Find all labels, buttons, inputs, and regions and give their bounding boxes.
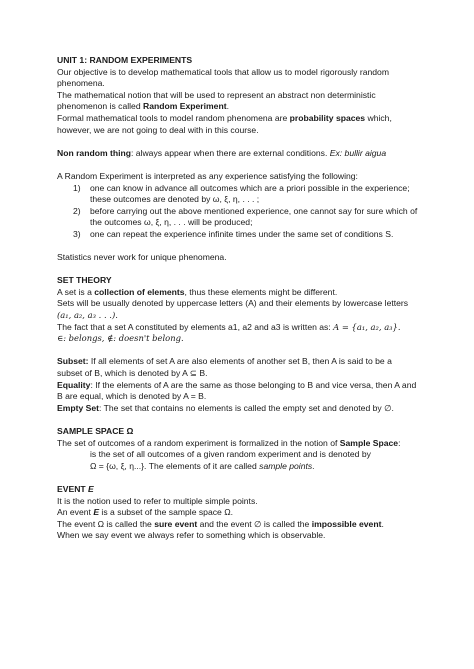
unit-paragraph-objective: Our objective is to develop mathematical tools that allow us to model rigorously random phenomena. [57,66,389,89]
set-notation: Sets will be usually denoted by uppercase letters (A) and their elements by lowercase letters [57,298,409,309]
sure-text: The event Ω is called the [57,518,155,529]
written-as-text: The fact that a set A constituted by elements a1, a2 and a3 is written as: [57,321,334,332]
sure-mid-text: and the event ∅ is called the [197,518,312,529]
list-text: before carrying out the above mentioned experience, one cannot say for sure which of the outcomes ω, ξ, η, . . . will be produced; [90,205,418,228]
nonrandom-paragraph [57,148,419,160]
random-experiment-intro: A Random Experiment is interpreted as any experience satisfying the following: [57,170,358,181]
statistics-note: Statistics never work for unique phenomena. [57,252,227,263]
unit-paragraph-formal [57,113,419,136]
set-definition [57,287,419,299]
sample-space-definition: is the set of all outcomes of a given random experiment and is denoted by [90,449,371,460]
impossible-event-term: impossible event [311,518,382,529]
nonrandom-text: : always appear when there are external conditions. [131,147,330,158]
belongs-notation: ∈: belongs, ∉: doesn't belong. [57,333,184,344]
subset-paragraph [57,356,419,379]
event-subset-end: is a subset of the sample space Ω. [99,507,234,518]
set-notation-math: (a₁, a₂, a₃ . . .). [57,310,118,321]
empty-set-term: Empty Set [57,402,100,413]
list-number: 3) [73,228,81,239]
list-text: one can repeat the experience infinite times under the same set of conditions S. [90,228,394,239]
event-sure-impossible [57,519,419,531]
random-experiment-term: Random Experiment [143,101,227,112]
set-def-text: A set is a [57,286,95,297]
notion-end: . [226,101,229,112]
sample-space-notation [57,461,419,473]
sample-space-intro-text: The set of outcomes of a random experiment is formalized in the notion of [57,437,340,448]
unit-title: UNIT 1: RANDOM EXPERIMENTS [57,55,193,65]
sure-end: . [381,518,384,529]
set-written-as [57,322,419,334]
empty-set-text: : The set that contains no elements is called the empty set and denoted by ∅. [99,402,394,413]
formal-text: Formal mathematical tools to model random phenomena are [57,112,290,123]
subset-text: If all elements of set A are also elements of another set B, then A is said to be a subset of B, which is denoted by A ⊆ B. [57,356,392,379]
unit-paragraph-notion [57,90,419,113]
sample-space-term: Sample Space [339,437,399,448]
event-notion: It is the notion used to refer to multiple simple points. [57,495,258,506]
set-def-end: , thus these elements might be different. [184,286,338,297]
conditions-list [57,183,419,241]
document-body [57,55,419,542]
formal-end: which, however, we are not going to deal with in this course. [57,112,392,135]
nonrandom-term: Non random thing [57,147,131,158]
event-symbol: E [93,507,100,518]
event-title [57,484,419,496]
nonrandom-example: Ex: bullir aigua [329,147,387,158]
list-item [57,183,419,206]
list-number: 2) [73,205,81,216]
event-title-text: EVENT [57,483,89,494]
sample-space-intro [57,438,419,450]
collection-term: collection of elements [94,286,185,297]
sure-event-term: sure event [154,518,198,529]
list-item [57,206,419,229]
sample-points-term: sample points [259,460,313,471]
sample-space-title: SAMPLE SPACE Ω [57,426,134,436]
sample-space-intro-end: : [398,437,401,448]
empty-set-paragraph [57,403,419,415]
subset-term: Subset: [57,356,89,367]
sample-space-notation-text: Ω = {ω, ξ, η...}. The elements of it are called [90,460,260,471]
equality-text: : If the elements of A are the same as those belonging to B and vice versa, then A and B are equal, which is denoted by A = B. [57,379,417,402]
list-number: 1) [73,182,81,193]
event-title-symbol: E [88,483,94,494]
event-observable: When we say event we always refer to something which is observable. [57,530,326,541]
list-item [57,229,419,241]
equality-term: Equality [57,379,91,390]
written-as-math: A = {a₁, a₂, a₃}. [333,321,401,332]
probability-spaces-term: probability spaces [289,112,366,123]
list-text: one can know in advance all outcomes which are a priori possible in the experience; these outcomes are denoted by ω, ξ, η, . . . ; [90,182,410,205]
set-theory-title: SET THEORY [57,275,112,286]
notion-text: The mathematical notion that will be used to represent an abstract non deterministic phenomenon is called [57,89,376,112]
event-subset-text: An event [57,507,94,518]
sample-space-notation-end: . [312,460,315,471]
event-subset [57,507,419,519]
equality-paragraph [57,380,419,403]
